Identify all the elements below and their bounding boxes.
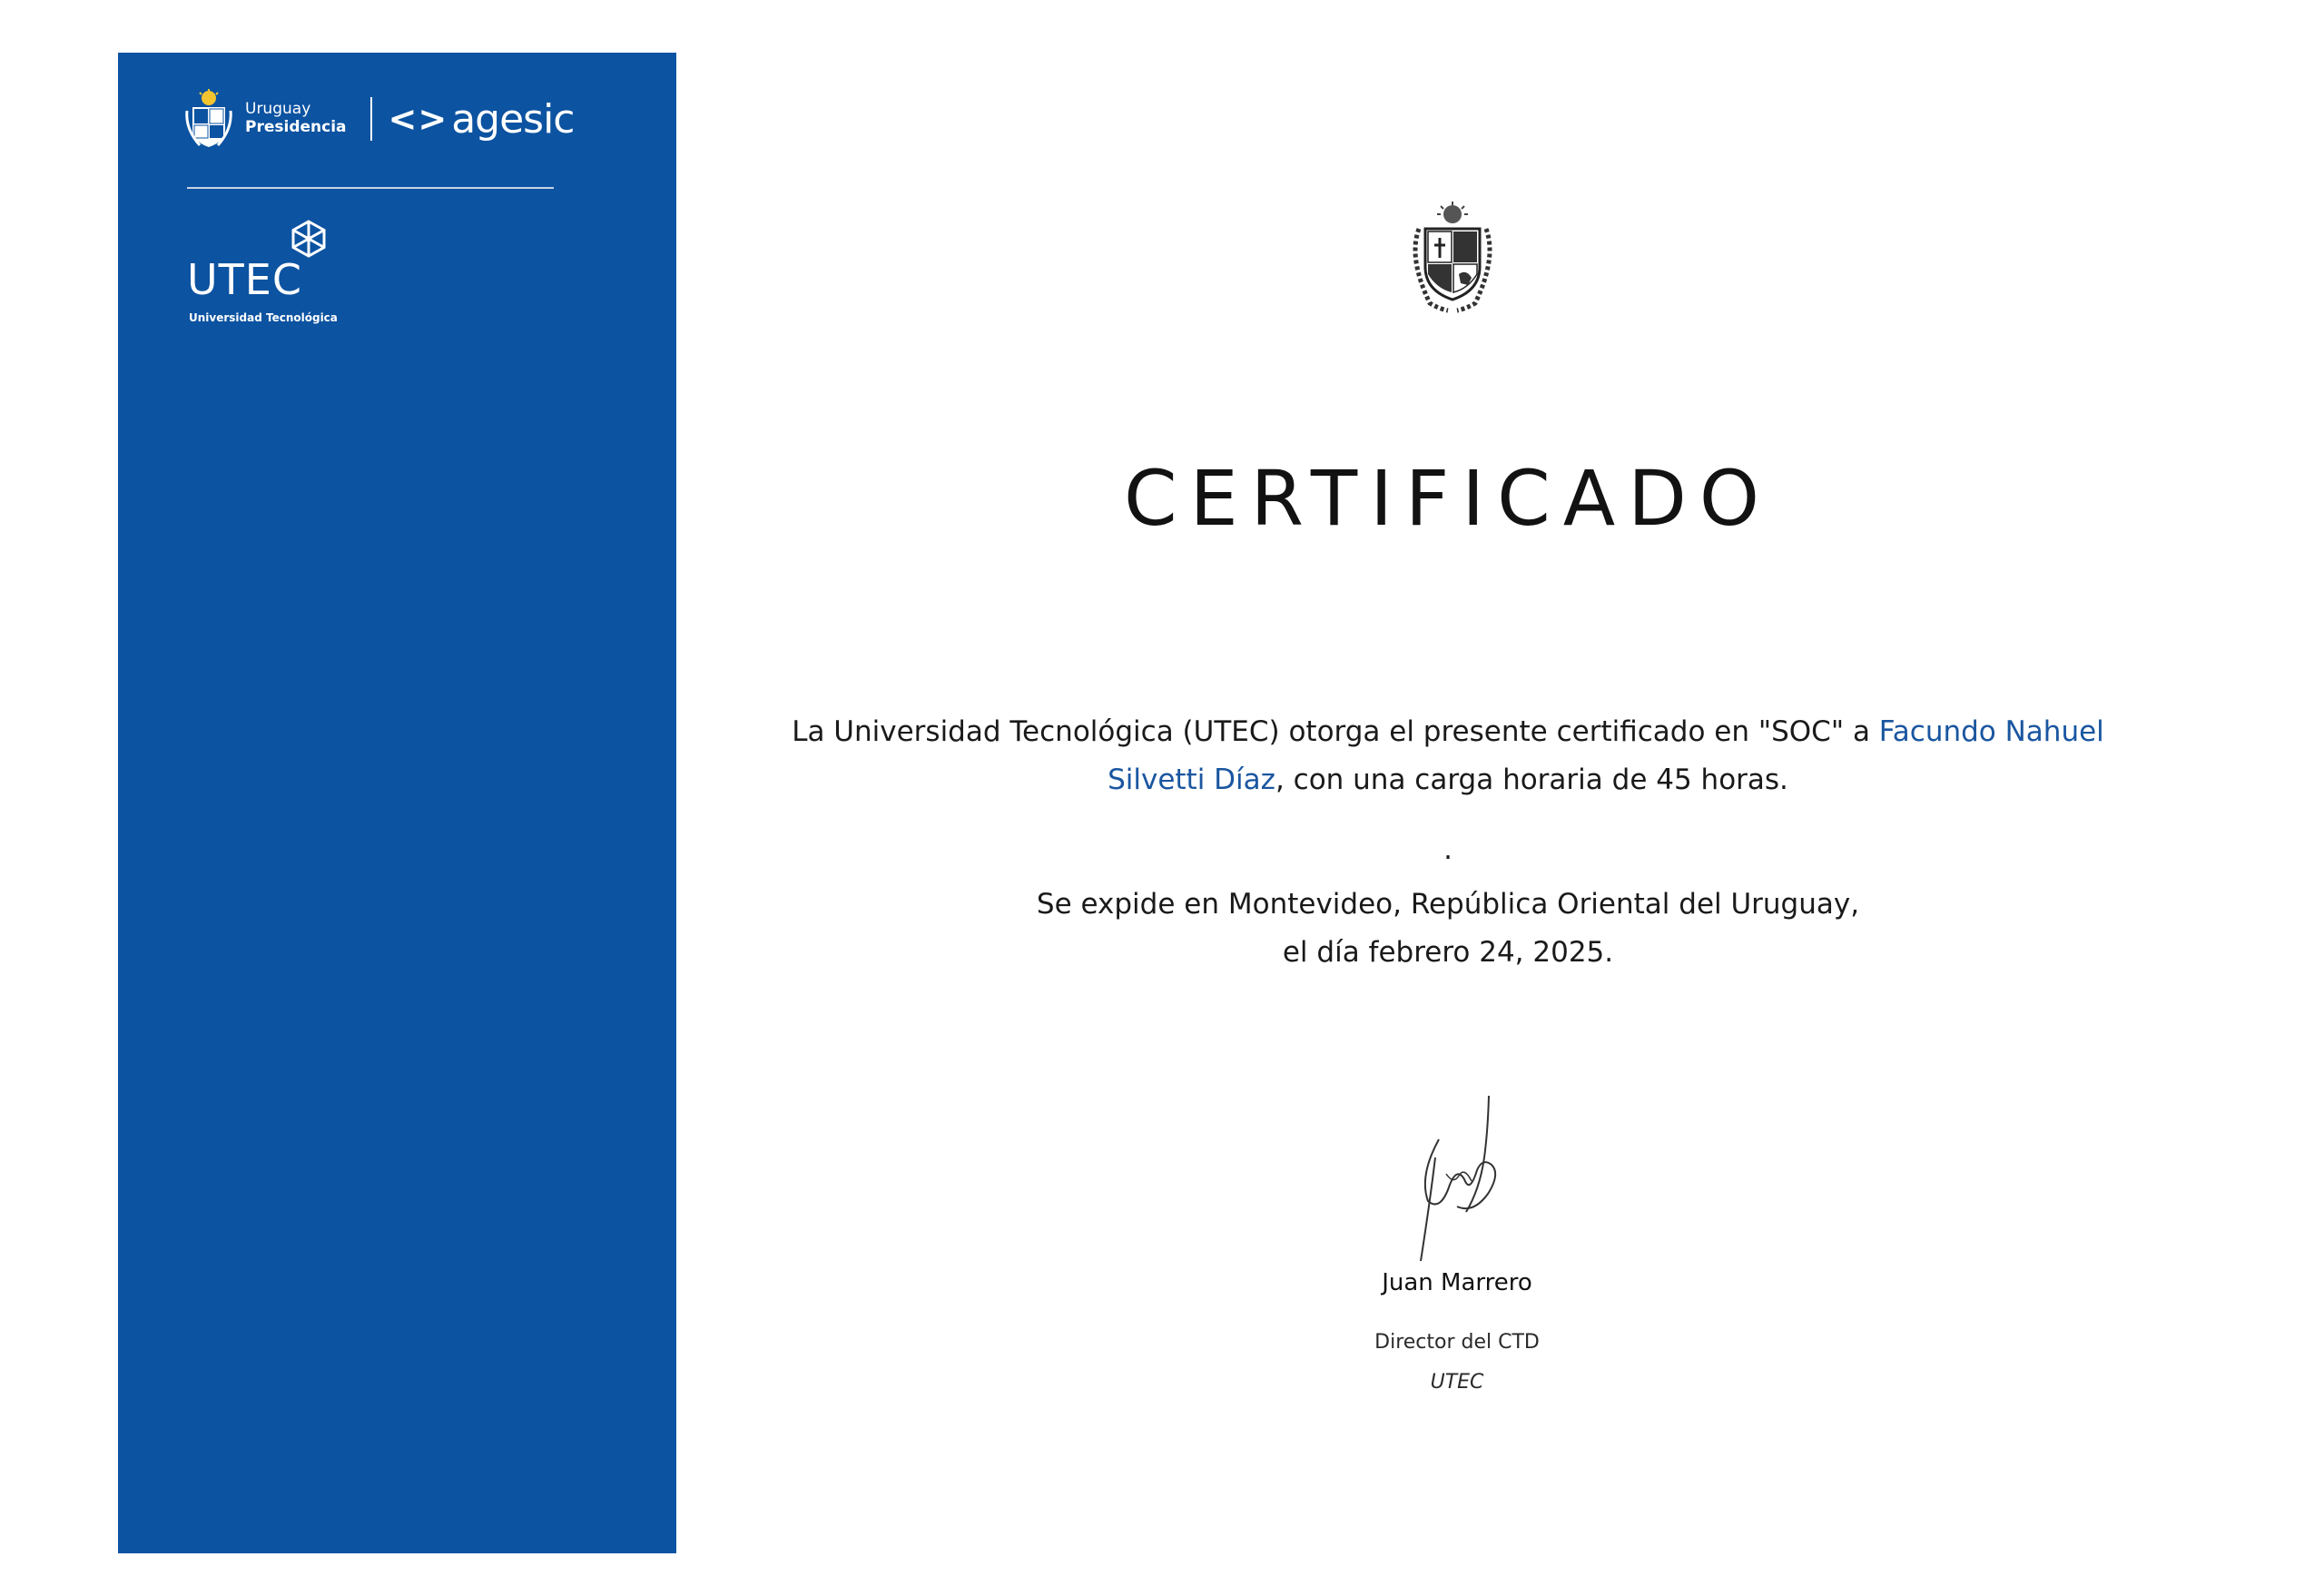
coat-of-arms-icon: [1403, 202, 1502, 315]
uruguay-seal-icon: [183, 89, 234, 149]
certificate-statement: [785, 708, 2111, 804]
agesic-brackets: <>: [388, 99, 448, 139]
signer-role: Director del CTD: [1374, 1331, 1540, 1354]
certificate-title: CERTIFICADO: [1123, 454, 1773, 543]
presidencia-agesic-logo: [183, 87, 575, 151]
side-panel: [118, 53, 676, 1553]
issue-place: Se expide en Montevideo, República Oriental del Uruguay,: [1036, 888, 1860, 921]
gov-text: [245, 101, 347, 136]
utec-logo: [187, 219, 369, 337]
agesic-wordmark: agesic: [451, 95, 575, 143]
statement-prefix: La Universidad Tecnológica (UTEC) otorga el presente certificado en "SOC" a: [792, 715, 1879, 748]
gov-office-label: Presidencia: [245, 118, 347, 136]
issue-date: el día febrero 24, 2025.: [1282, 936, 1614, 969]
utec-emblem-icon: [289, 219, 329, 259]
panel-divider: [187, 187, 554, 189]
logo-divider: [370, 97, 372, 141]
statement-suffix: , con una carga horaria de 45 horas.: [1275, 764, 1788, 796]
separator-dot: .: [1443, 833, 1452, 866]
issue-statement: [676, 881, 2220, 977]
utec-wordmark: UTEC: [187, 255, 302, 304]
recipient-name: Facundo Nahuel Silvetti Díaz: [1108, 715, 2104, 796]
signer-name: Juan Marrero: [1382, 1269, 1532, 1296]
certificate-body: [676, 0, 2324, 1596]
signer-organization: UTEC: [1430, 1371, 1484, 1394]
gov-country-label: Uruguay: [245, 100, 311, 119]
signature-image: [1393, 1094, 1521, 1266]
utec-subtitle: Universidad Tecnológica: [189, 311, 338, 324]
